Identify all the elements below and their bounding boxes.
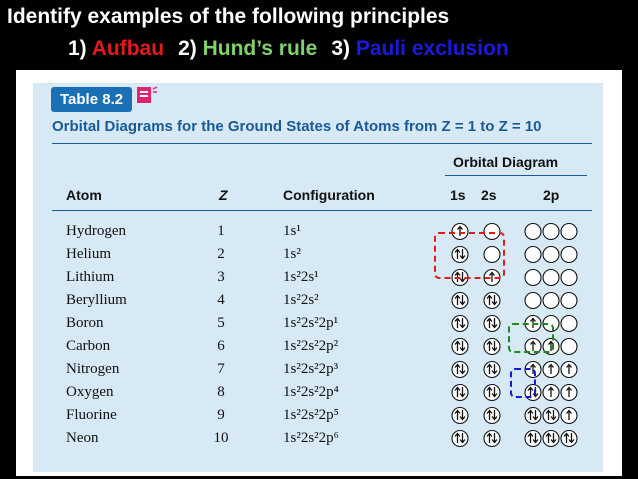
col-2p-header: 2p — [543, 187, 560, 203]
orbital-circle — [543, 408, 559, 424]
slide-title: Identify examples of the following principles — [7, 5, 450, 28]
electron-configuration: 1s²2s²2p¹ — [283, 315, 339, 331]
atom-name: Boron — [66, 315, 104, 331]
orbital-circle — [484, 385, 500, 401]
orbital-circle — [525, 224, 541, 240]
atomic-number: 5 — [217, 315, 225, 331]
electron-configuration: 1s²2s² — [283, 292, 319, 308]
aufbau-highlight — [434, 232, 505, 279]
principle-aufbau-num: 1) — [68, 37, 92, 60]
orbital-circle — [561, 293, 577, 309]
principle-pauli: 3) Pauli exclusion — [331, 37, 509, 60]
orbital-circle — [543, 293, 559, 309]
orbital-circle — [561, 224, 577, 240]
orbital-circle — [525, 270, 541, 286]
atom-name: Carbon — [66, 338, 111, 354]
orbital-circle — [452, 408, 468, 424]
orbital-circle — [452, 385, 468, 401]
col-z-header: Z — [219, 187, 228, 203]
atomic-number: 7 — [217, 361, 225, 377]
electron-configuration: 1s² — [283, 246, 301, 262]
orbital-circle — [452, 339, 468, 355]
atomic-number: 10 — [213, 430, 229, 446]
atomic-number: 6 — [217, 338, 225, 354]
col-atom-header: Atom — [66, 187, 102, 203]
orbital-circle — [561, 316, 577, 332]
electron-configuration: 1s²2s²2p⁴ — [283, 384, 339, 400]
orbital-diagram — [448, 429, 578, 449]
table-title: Orbital Diagrams for the Ground States of Atoms from Z = 1 to Z = 10 — [52, 118, 542, 135]
orbital-diagram — [448, 406, 578, 426]
orbital-circle — [484, 431, 500, 447]
atomic-number: 2 — [217, 246, 225, 262]
atom-name: Helium — [66, 246, 111, 262]
orbital-circle — [561, 339, 577, 355]
orbital-circle — [452, 431, 468, 447]
principle-aufbau: Aufbau — [91, 37, 165, 60]
title-rule — [52, 143, 592, 144]
atom-name: Hydrogen — [66, 223, 126, 239]
electron-configuration: 1s²2s²2p³ — [283, 361, 339, 377]
hund-highlight — [508, 323, 554, 353]
electron-configuration: 1s²2s¹ — [283, 269, 319, 285]
col-1s-header: 1s — [450, 187, 466, 203]
atom-name: Neon — [66, 430, 99, 446]
atomic-number: 4 — [217, 292, 225, 308]
atom-name: Lithium — [66, 269, 115, 285]
col-config-header: Configuration — [283, 187, 375, 203]
principles-list — [68, 37, 509, 61]
principle-hund: 2) Hund’s rule — [178, 37, 318, 60]
orbital-diagram-header: Orbital Diagram — [453, 154, 559, 170]
atomic-number: 1 — [217, 223, 225, 239]
orbital-circle — [525, 293, 541, 309]
orbital-circle — [561, 247, 577, 263]
electron-configuration: 1s¹ — [283, 223, 301, 239]
orbital-circle — [543, 431, 559, 447]
table-tag: Table 8.2 — [51, 87, 132, 112]
orbital-circle — [484, 362, 500, 378]
orbital-header-rule — [445, 175, 587, 176]
orbital-circle — [484, 316, 500, 332]
atomic-number: 3 — [217, 269, 225, 285]
atomic-number: 8 — [217, 384, 225, 400]
col-2s-header: 2s — [481, 187, 497, 203]
header-rule — [52, 210, 592, 211]
atom-name: Beryllium — [66, 292, 127, 308]
orbital-circle — [525, 247, 541, 263]
orbital-diagram — [448, 291, 578, 311]
atomic-number: 9 — [217, 407, 225, 423]
atom-name: Fluorine — [66, 407, 117, 423]
table-image — [16, 70, 622, 476]
atom-name: Oxygen — [66, 384, 114, 400]
electron-configuration: 1s²2s²2p² — [283, 338, 339, 354]
slide-header — [0, 0, 638, 66]
table-tag-icon — [136, 86, 158, 104]
table-box — [33, 83, 603, 472]
atom-name: Nitrogen — [66, 361, 120, 377]
orbital-circle — [543, 224, 559, 240]
orbital-circle — [452, 362, 468, 378]
orbital-circle — [452, 293, 468, 309]
pauli-highlight — [510, 368, 536, 398]
orbital-circle — [561, 431, 577, 447]
orbital-circle — [525, 408, 541, 424]
electron-configuration: 1s²2s²2p⁵ — [283, 407, 339, 423]
orbital-circle — [561, 270, 577, 286]
orbital-circle — [543, 270, 559, 286]
orbital-circle — [484, 293, 500, 309]
orbital-circle — [543, 247, 559, 263]
orbital-circle — [484, 408, 500, 424]
electron-configuration: 1s²2s²2p⁶ — [283, 430, 339, 446]
orbital-circle — [525, 431, 541, 447]
orbital-circle — [452, 316, 468, 332]
orbital-circle — [484, 339, 500, 355]
